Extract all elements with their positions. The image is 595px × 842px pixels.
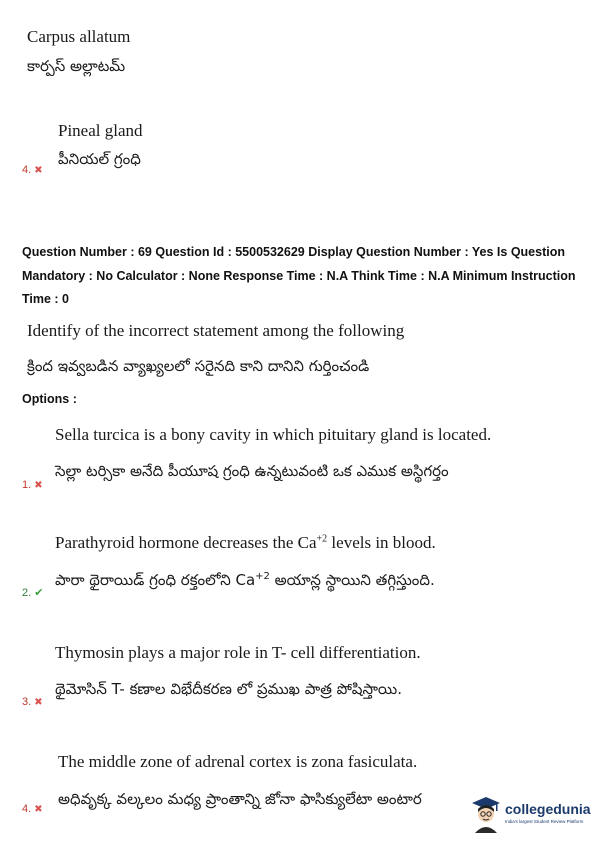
graduate-mascot-icon [470,795,502,833]
check-mark-icon: ✔ [34,587,44,599]
prev-option4-telugu: పీనియల్ గ్రంధి [58,150,141,168]
wrong-mark-icon: ✖ [34,804,43,815]
question-meta-line1: Question Number : 69 Question Id : 5500532629 Display Question Number : Yes Is Question [22,245,565,259]
option-1-english: Sella turcica is a bony cavity in which pituitary gland is located. [55,425,492,444]
option-3-number: 3. ✖ [22,696,43,708]
brand-tagline: India's largest Student Review Platform [505,819,584,824]
prev-option-english: Carpus allatum [27,27,131,46]
option-1-telugu: సెల్లా టర్సికా అనేది పీయూష గ్రంధి ఉన్నటువంటి ఒక ఎముక అస్థిగర్తం [55,462,449,480]
wrong-mark-icon: ✖ [34,480,43,491]
option-4-english: The middle zone of adrenal cortex is zona fasiculata. [58,752,418,771]
prev-option-telugu: కార్పస్ అల్లాటమ్ [27,57,126,75]
prev-option4-number: 4. ✖ [22,164,43,176]
option-2-telugu: పారా థైరాయిడ్ గ్రంధి రక్తంలోని $Ca^{+2}$ అయాన్ల స్థాయిని తగ్గిస్తుంది. [55,571,435,589]
option-1-number: 1. ✖ [22,479,43,491]
option-4-telugu: అధివృక్క వల్కలం మధ్య ప్రాంతాన్ని జోనా ఫాసిక్యులేటా అంటార [58,790,422,808]
options-label: Options : [22,392,77,406]
collegedunia-logo [470,793,592,835]
option-2-number: 2. ✔ [22,587,44,599]
option-4-number: 4. ✖ [22,803,43,815]
option-2-english: Parathyroid hormone decreases the $Ca^{+2}$ levels in blood. [55,533,436,552]
question-meta-line2: Mandatory : No Calculator : None Response Time : N.A Think Time : N.A Minimum Instruction [22,269,576,283]
question-telugu: క్రింద ఇవ్వబడిన వ్యాఖ్యలలో సరైనది కాని దానిని గుర్తించండి [27,357,370,375]
option-3-telugu: థైమోసిన్ T- కణాల విభేదీకరణ లో ప్రముఖ పాత్ర పోషిస్తాయి. [55,680,402,698]
prev-option4-english: Pineal gland [58,121,143,140]
option-3-english: Thymosin plays a major role in T- cell differentiation. [55,643,421,662]
wrong-mark-icon: ✖ [34,697,43,708]
wrong-mark-icon: ✖ [34,165,43,176]
brand-name: collegedunia [505,801,591,817]
question-english: Identify of the incorrect statement among the following [27,321,405,340]
question-meta-line3: Time : 0 [22,292,70,306]
